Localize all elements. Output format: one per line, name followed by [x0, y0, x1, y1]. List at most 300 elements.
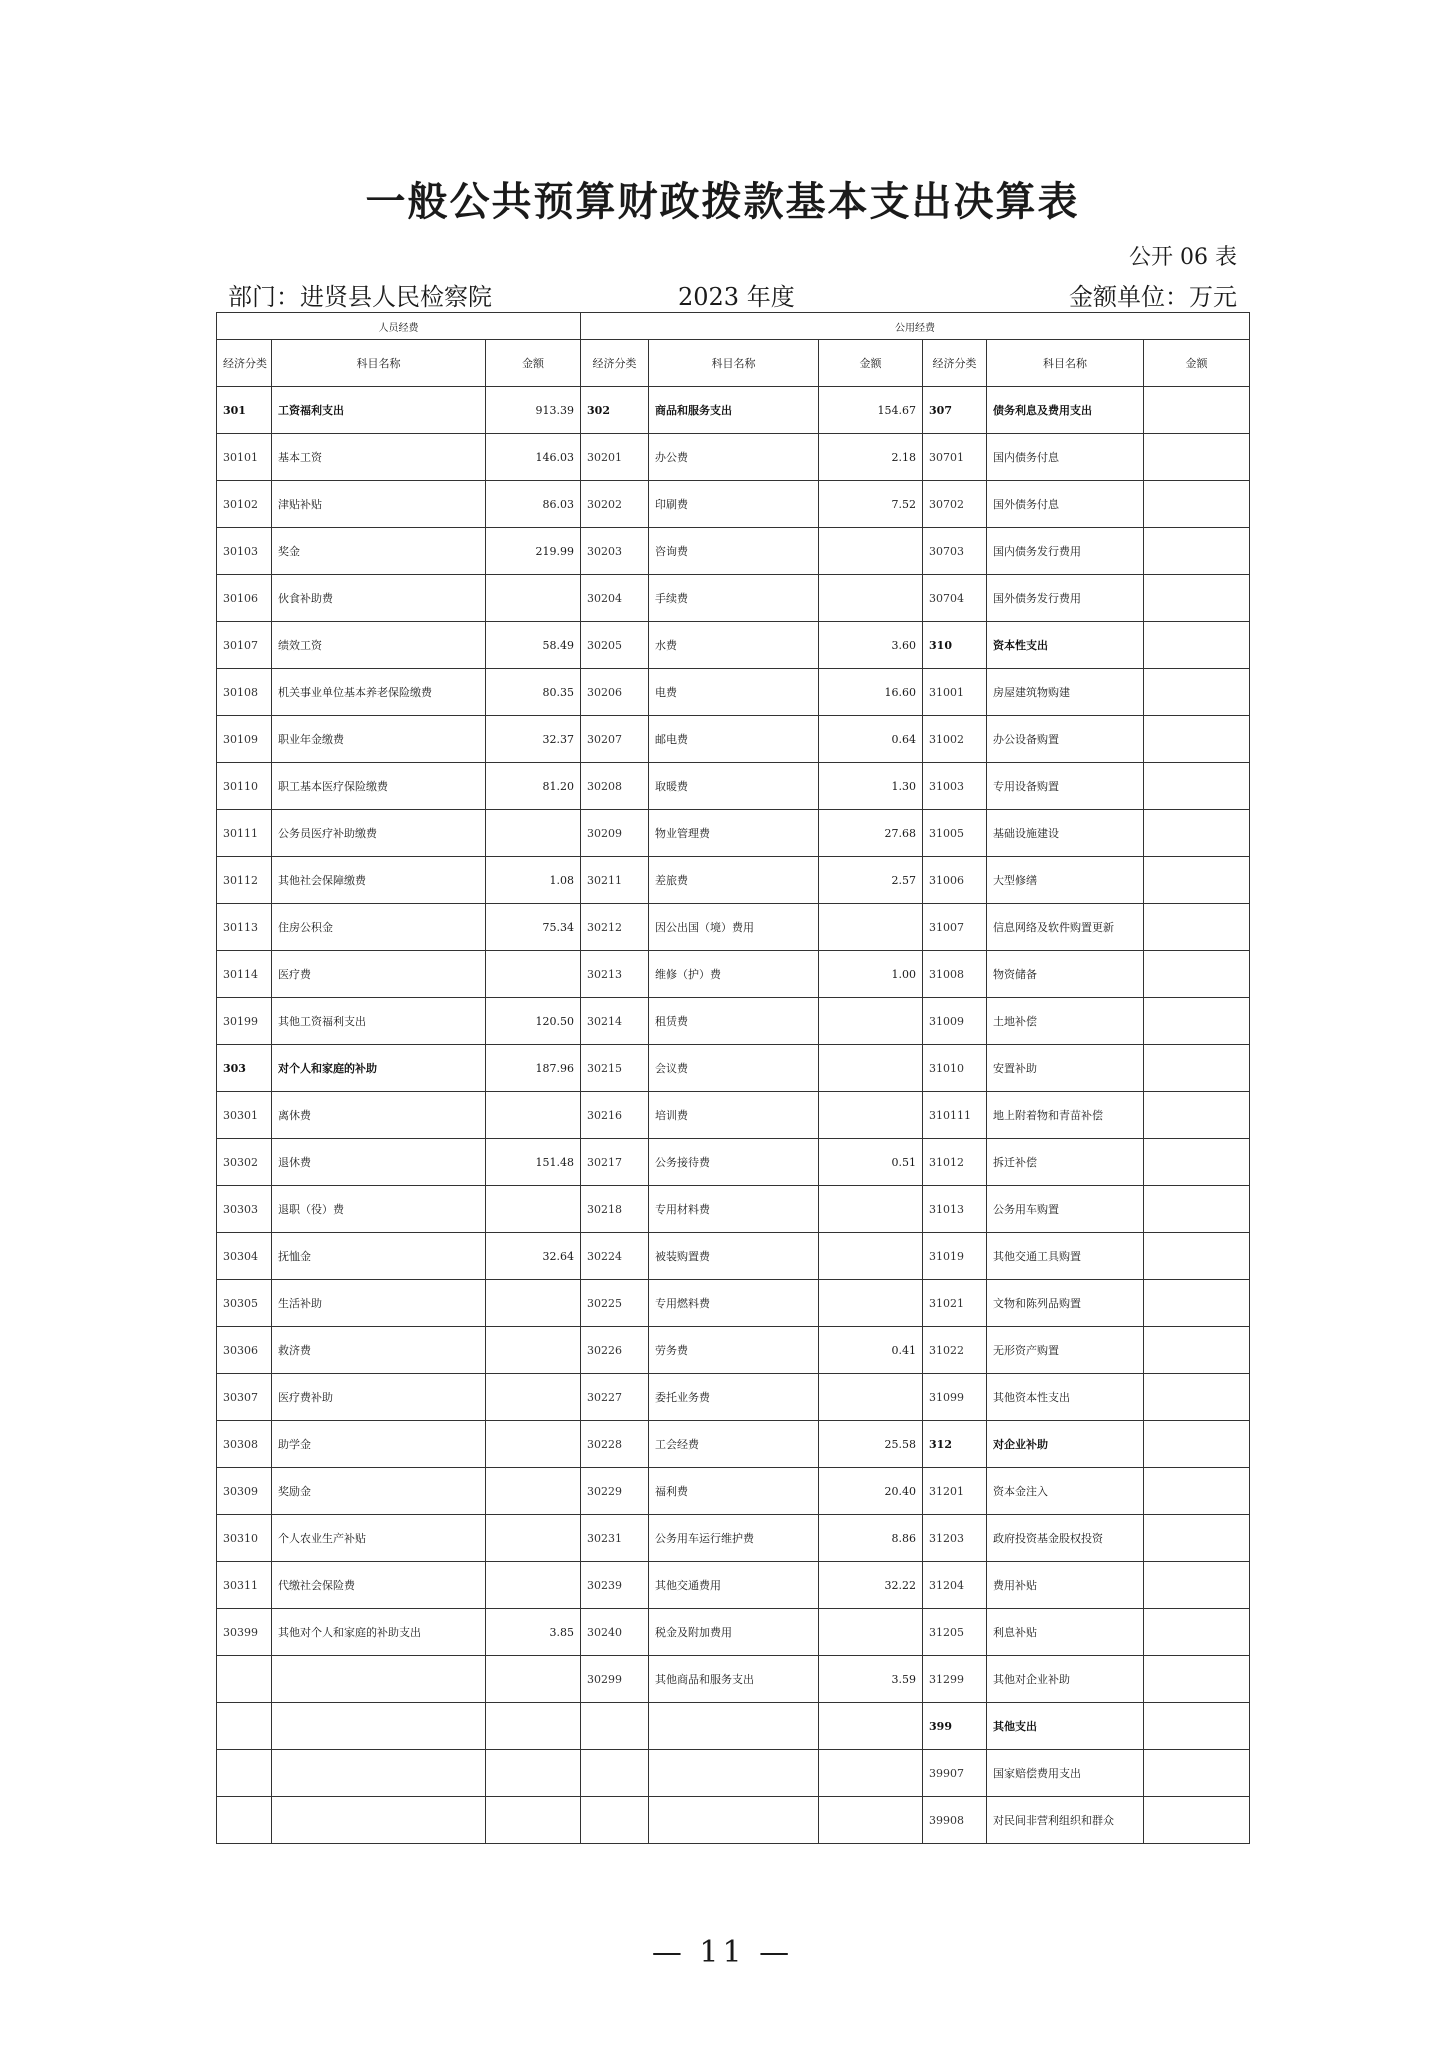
code-cell: 303 [217, 1045, 272, 1092]
code-cell: 31099 [923, 1374, 987, 1421]
name-cell: 其他工资福利支出 [272, 998, 486, 1045]
amount-cell [819, 1280, 923, 1327]
code-cell: 30229 [581, 1468, 649, 1515]
code-cell: 30224 [581, 1233, 649, 1280]
amount-cell [1144, 575, 1250, 622]
code-cell: 30304 [217, 1233, 272, 1280]
code-cell [217, 1703, 272, 1750]
table-row [217, 1421, 1250, 1468]
name-cell: 国外债务发行费用 [987, 575, 1144, 622]
name-cell: 地上附着物和青苗补偿 [987, 1092, 1144, 1139]
name-cell: 无形资产购置 [987, 1327, 1144, 1374]
amount-cell [1144, 1327, 1250, 1374]
code-cell: 30103 [217, 528, 272, 575]
amount-cell: 20.40 [819, 1468, 923, 1515]
code-cell: 30218 [581, 1186, 649, 1233]
name-cell: 政府投资基金股权投资 [987, 1515, 1144, 1562]
code-cell: 31009 [923, 998, 987, 1045]
table-row [217, 1374, 1250, 1421]
name-cell: 差旅费 [649, 857, 819, 904]
code-cell: 30201 [581, 434, 649, 481]
amount-cell [1144, 1656, 1250, 1703]
name-cell: 奖金 [272, 528, 486, 575]
name-cell: 大型修缮 [987, 857, 1144, 904]
amount-cell [486, 1750, 581, 1797]
code-cell: 307 [923, 387, 987, 434]
col-header-amount: 金额 [486, 340, 581, 387]
name-cell [649, 1797, 819, 1844]
name-cell: 个人农业生产补贴 [272, 1515, 486, 1562]
amount-cell: 32.64 [486, 1233, 581, 1280]
code-cell: 30202 [581, 481, 649, 528]
amount-cell [1144, 1092, 1250, 1139]
table-row [217, 1092, 1250, 1139]
amount-cell: 27.68 [819, 810, 923, 857]
code-cell: 31205 [923, 1609, 987, 1656]
code-cell: 30215 [581, 1045, 649, 1092]
amount-cell [819, 1045, 923, 1092]
name-cell: 职业年金缴费 [272, 716, 486, 763]
code-cell: 30704 [923, 575, 987, 622]
year-label: 2023 年度 [678, 283, 795, 311]
amount-cell: 2.57 [819, 857, 923, 904]
name-cell: 因公出国（境）费用 [649, 904, 819, 951]
col-header-name: 科目名称 [987, 340, 1144, 387]
name-cell: 咨询费 [649, 528, 819, 575]
amount-cell [1144, 1233, 1250, 1280]
name-cell: 津贴补贴 [272, 481, 486, 528]
name-cell: 物资储备 [987, 951, 1144, 998]
code-cell [581, 1797, 649, 1844]
amount-cell: 0.51 [819, 1139, 923, 1186]
amount-cell: 58.49 [486, 622, 581, 669]
code-cell: 39907 [923, 1750, 987, 1797]
amount-cell [1144, 1797, 1250, 1844]
code-cell: 312 [923, 1421, 987, 1468]
name-cell: 工资福利支出 [272, 387, 486, 434]
amount-cell [819, 1750, 923, 1797]
name-cell: 救济费 [272, 1327, 486, 1374]
name-cell: 安置补助 [987, 1045, 1144, 1092]
code-cell: 30106 [217, 575, 272, 622]
table-row [217, 716, 1250, 763]
table-row [217, 857, 1250, 904]
code-cell: 30207 [581, 716, 649, 763]
name-cell: 其他对企业补助 [987, 1656, 1144, 1703]
amount-cell: 154.67 [819, 387, 923, 434]
code-cell: 30701 [923, 434, 987, 481]
column-header-row [217, 340, 1250, 387]
name-cell: 维修（护）费 [649, 951, 819, 998]
amount-cell [1144, 1280, 1250, 1327]
code-cell: 30309 [217, 1468, 272, 1515]
code-cell: 31021 [923, 1280, 987, 1327]
group-public: 公用经费 [581, 313, 1250, 340]
name-cell: 离休费 [272, 1092, 486, 1139]
amount-cell [486, 1797, 581, 1844]
table-row [217, 1045, 1250, 1092]
amount-cell [486, 1656, 581, 1703]
amount-cell: 7.52 [819, 481, 923, 528]
table-row [217, 951, 1250, 998]
amount-cell [819, 528, 923, 575]
code-cell: 30302 [217, 1139, 272, 1186]
page-number: — 11 — [651, 1935, 794, 1970]
name-cell: 其他社会保障缴费 [272, 857, 486, 904]
name-cell: 国内债务发行费用 [987, 528, 1144, 575]
table-row [217, 810, 1250, 857]
unit-label: 金额单位：万元 [1069, 283, 1237, 311]
code-cell: 30228 [581, 1421, 649, 1468]
table-row [217, 1327, 1250, 1374]
name-cell: 信息网络及软件购置更新 [987, 904, 1144, 951]
name-cell: 抚恤金 [272, 1233, 486, 1280]
code-cell: 30107 [217, 622, 272, 669]
amount-cell: 219.99 [486, 528, 581, 575]
code-cell: 30305 [217, 1280, 272, 1327]
amount-cell: 0.64 [819, 716, 923, 763]
name-cell [649, 1750, 819, 1797]
name-cell: 公务用车购置 [987, 1186, 1144, 1233]
code-cell: 30109 [217, 716, 272, 763]
amount-cell [1144, 763, 1250, 810]
col-header-amount: 金额 [1144, 340, 1250, 387]
name-cell: 租赁费 [649, 998, 819, 1045]
code-cell: 30303 [217, 1186, 272, 1233]
name-cell: 费用补贴 [987, 1562, 1144, 1609]
amount-cell: 913.39 [486, 387, 581, 434]
group-header-row [217, 313, 1250, 340]
name-cell: 生活补助 [272, 1280, 486, 1327]
table-row [217, 998, 1250, 1045]
meta-row [228, 277, 1237, 311]
name-cell: 手续费 [649, 575, 819, 622]
table-row [217, 434, 1250, 481]
code-cell: 30703 [923, 528, 987, 575]
table-row [217, 1656, 1250, 1703]
amount-cell [1144, 528, 1250, 575]
code-cell: 30311 [217, 1562, 272, 1609]
amount-cell [1144, 1374, 1250, 1421]
name-cell: 取暖费 [649, 763, 819, 810]
table-row [217, 1562, 1250, 1609]
name-cell: 职工基本医疗保险缴费 [272, 763, 486, 810]
amount-cell [819, 1797, 923, 1844]
amount-cell: 1.30 [819, 763, 923, 810]
table-row [217, 1515, 1250, 1562]
name-cell: 其他资本性支出 [987, 1374, 1144, 1421]
code-cell [581, 1750, 649, 1797]
name-cell: 代缴社会保险费 [272, 1562, 486, 1609]
name-cell: 利息补贴 [987, 1609, 1144, 1656]
name-cell: 公务员医疗补助缴费 [272, 810, 486, 857]
name-cell: 办公设备购置 [987, 716, 1144, 763]
code-cell: 31013 [923, 1186, 987, 1233]
code-cell: 30225 [581, 1280, 649, 1327]
name-cell: 公务用车运行维护费 [649, 1515, 819, 1562]
amount-cell [486, 1421, 581, 1468]
table-row [217, 1139, 1250, 1186]
code-cell: 30227 [581, 1374, 649, 1421]
name-cell: 水费 [649, 622, 819, 669]
code-cell: 31010 [923, 1045, 987, 1092]
name-cell: 退休费 [272, 1139, 486, 1186]
amount-cell: 75.34 [486, 904, 581, 951]
amount-cell: 151.48 [486, 1139, 581, 1186]
amount-cell [1144, 1515, 1250, 1562]
amount-cell: 120.50 [486, 998, 581, 1045]
code-cell: 30226 [581, 1327, 649, 1374]
code-cell: 30203 [581, 528, 649, 575]
code-cell: 31003 [923, 763, 987, 810]
table-row [217, 669, 1250, 716]
amount-cell: 86.03 [486, 481, 581, 528]
expenditure-table [216, 312, 1250, 1844]
amount-cell [819, 1186, 923, 1233]
code-cell: 30216 [581, 1092, 649, 1139]
amount-cell: 16.60 [819, 669, 923, 716]
code-cell: 301 [217, 387, 272, 434]
name-cell: 资本金注入 [987, 1468, 1144, 1515]
name-cell: 伙食补助费 [272, 575, 486, 622]
code-cell [217, 1750, 272, 1797]
page-title: 一般公共预算财政拨款基本支出决算表 [365, 179, 1080, 225]
code-cell: 30113 [217, 904, 272, 951]
department-label: 部门：进贤县人民检察院 [228, 283, 492, 311]
table-row [217, 1280, 1250, 1327]
code-cell: 30231 [581, 1515, 649, 1562]
amount-cell: 2.18 [819, 434, 923, 481]
name-cell [272, 1797, 486, 1844]
code-cell: 30199 [217, 998, 272, 1045]
code-cell: 30212 [581, 904, 649, 951]
code-cell: 30209 [581, 810, 649, 857]
amount-cell [1144, 669, 1250, 716]
amount-cell [486, 575, 581, 622]
name-cell: 公务接待费 [649, 1139, 819, 1186]
amount-cell [1144, 434, 1250, 481]
amount-cell: 3.59 [819, 1656, 923, 1703]
code-cell: 30205 [581, 622, 649, 669]
code-cell: 31002 [923, 716, 987, 763]
code-cell: 30114 [217, 951, 272, 998]
name-cell: 其他支出 [987, 1703, 1144, 1750]
col-header-name: 科目名称 [649, 340, 819, 387]
amount-cell: 8.86 [819, 1515, 923, 1562]
code-cell: 30108 [217, 669, 272, 716]
name-cell: 医疗费 [272, 951, 486, 998]
amount-cell [486, 1186, 581, 1233]
code-cell [581, 1703, 649, 1750]
group-personnel: 人员经费 [217, 313, 581, 340]
amount-cell [1144, 998, 1250, 1045]
name-cell: 房屋建筑物购建 [987, 669, 1144, 716]
code-cell [217, 1797, 272, 1844]
code-cell: 30213 [581, 951, 649, 998]
code-cell: 310 [923, 622, 987, 669]
amount-cell [1144, 1750, 1250, 1797]
code-cell: 30702 [923, 481, 987, 528]
name-cell: 对个人和家庭的补助 [272, 1045, 486, 1092]
name-cell: 绩效工资 [272, 622, 486, 669]
name-cell: 物业管理费 [649, 810, 819, 857]
code-cell: 30310 [217, 1515, 272, 1562]
name-cell: 专用设备购置 [987, 763, 1144, 810]
name-cell [272, 1656, 486, 1703]
table-row [217, 1468, 1250, 1515]
amount-cell: 3.60 [819, 622, 923, 669]
table-row [217, 1609, 1250, 1656]
code-cell: 31005 [923, 810, 987, 857]
amount-cell [1144, 951, 1250, 998]
name-cell: 委托业务费 [649, 1374, 819, 1421]
code-cell: 30111 [217, 810, 272, 857]
amount-cell [1144, 716, 1250, 763]
amount-cell [1144, 1045, 1250, 1092]
name-cell: 印刷费 [649, 481, 819, 528]
amount-cell [486, 1374, 581, 1421]
code-cell: 30217 [581, 1139, 649, 1186]
amount-cell [1144, 1468, 1250, 1515]
amount-cell [486, 1280, 581, 1327]
name-cell: 债务利息及费用支出 [987, 387, 1144, 434]
name-cell: 国家赔偿费用支出 [987, 1750, 1144, 1797]
code-cell: 310111 [923, 1092, 987, 1139]
name-cell: 住房公积金 [272, 904, 486, 951]
name-cell: 资本性支出 [987, 622, 1144, 669]
name-cell: 其他商品和服务支出 [649, 1656, 819, 1703]
code-cell: 31001 [923, 669, 987, 716]
amount-cell [819, 904, 923, 951]
name-cell: 电费 [649, 669, 819, 716]
name-cell: 机关事业单位基本养老保险缴费 [272, 669, 486, 716]
amount-cell [1144, 1609, 1250, 1656]
amount-cell [1144, 622, 1250, 669]
name-cell: 医疗费补助 [272, 1374, 486, 1421]
table-body [217, 387, 1250, 1844]
code-cell: 399 [923, 1703, 987, 1750]
code-cell: 30399 [217, 1609, 272, 1656]
code-cell: 302 [581, 387, 649, 434]
code-cell: 30112 [217, 857, 272, 904]
name-cell: 其他交通工具购置 [987, 1233, 1144, 1280]
amount-cell [819, 1233, 923, 1280]
name-cell: 其他对个人和家庭的补助支出 [272, 1609, 486, 1656]
table-row [217, 1703, 1250, 1750]
name-cell: 会议费 [649, 1045, 819, 1092]
code-cell: 30208 [581, 763, 649, 810]
col-header-amount: 金额 [819, 340, 923, 387]
name-cell: 退职（役）费 [272, 1186, 486, 1233]
amount-cell [1144, 481, 1250, 528]
code-cell: 30206 [581, 669, 649, 716]
amount-cell [1144, 1703, 1250, 1750]
code-cell: 30101 [217, 434, 272, 481]
code-cell: 39908 [923, 1797, 987, 1844]
code-cell: 31203 [923, 1515, 987, 1562]
name-cell: 国外债务付息 [987, 481, 1144, 528]
table-row [217, 387, 1250, 434]
code-cell: 30102 [217, 481, 272, 528]
code-cell: 30239 [581, 1562, 649, 1609]
amount-cell [1144, 810, 1250, 857]
amount-cell [1144, 857, 1250, 904]
table-row [217, 1186, 1250, 1233]
amount-cell: 0.41 [819, 1327, 923, 1374]
code-cell [217, 1656, 272, 1703]
amount-cell [819, 1374, 923, 1421]
amount-cell [1144, 387, 1250, 434]
code-cell: 31007 [923, 904, 987, 951]
name-cell: 拆迁补偿 [987, 1139, 1144, 1186]
code-cell: 31022 [923, 1327, 987, 1374]
amount-cell [1144, 1562, 1250, 1609]
amount-cell [819, 1609, 923, 1656]
table-row [217, 575, 1250, 622]
amount-cell [819, 998, 923, 1045]
name-cell [272, 1750, 486, 1797]
name-cell [272, 1703, 486, 1750]
amount-cell: 32.22 [819, 1562, 923, 1609]
amount-cell: 80.35 [486, 669, 581, 716]
table-row [217, 1797, 1250, 1844]
name-cell: 助学金 [272, 1421, 486, 1468]
col-header-code: 经济分类 [581, 340, 649, 387]
code-cell: 30214 [581, 998, 649, 1045]
code-cell: 31006 [923, 857, 987, 904]
table-row [217, 1750, 1250, 1797]
amount-cell: 81.20 [486, 763, 581, 810]
amount-cell [1144, 1421, 1250, 1468]
name-cell: 专用材料费 [649, 1186, 819, 1233]
name-cell: 培训费 [649, 1092, 819, 1139]
amount-cell [1144, 904, 1250, 951]
table-row [217, 1233, 1250, 1280]
name-cell: 对企业补助 [987, 1421, 1144, 1468]
code-cell: 30308 [217, 1421, 272, 1468]
code-cell: 30301 [217, 1092, 272, 1139]
code-cell: 30306 [217, 1327, 272, 1374]
amount-cell: 32.37 [486, 716, 581, 763]
code-cell: 30307 [217, 1374, 272, 1421]
code-cell: 30211 [581, 857, 649, 904]
code-cell: 30204 [581, 575, 649, 622]
amount-cell: 25.58 [819, 1421, 923, 1468]
name-cell: 被装购置费 [649, 1233, 819, 1280]
name-cell: 文物和陈列品购置 [987, 1280, 1144, 1327]
name-cell: 基本工资 [272, 434, 486, 481]
amount-cell: 187.96 [486, 1045, 581, 1092]
name-cell: 基础设施建设 [987, 810, 1144, 857]
code-cell: 31008 [923, 951, 987, 998]
code-cell: 30110 [217, 763, 272, 810]
amount-cell: 3.85 [486, 1609, 581, 1656]
code-cell: 30299 [581, 1656, 649, 1703]
code-cell: 31299 [923, 1656, 987, 1703]
name-cell: 国内债务付息 [987, 434, 1144, 481]
amount-cell [486, 951, 581, 998]
code-cell: 31204 [923, 1562, 987, 1609]
table-row [217, 622, 1250, 669]
table-row [217, 528, 1250, 575]
name-cell: 其他交通费用 [649, 1562, 819, 1609]
name-cell: 土地补偿 [987, 998, 1144, 1045]
code-cell: 30240 [581, 1609, 649, 1656]
name-cell: 邮电费 [649, 716, 819, 763]
name-cell: 奖励金 [272, 1468, 486, 1515]
amount-cell [486, 1703, 581, 1750]
amount-cell [486, 810, 581, 857]
